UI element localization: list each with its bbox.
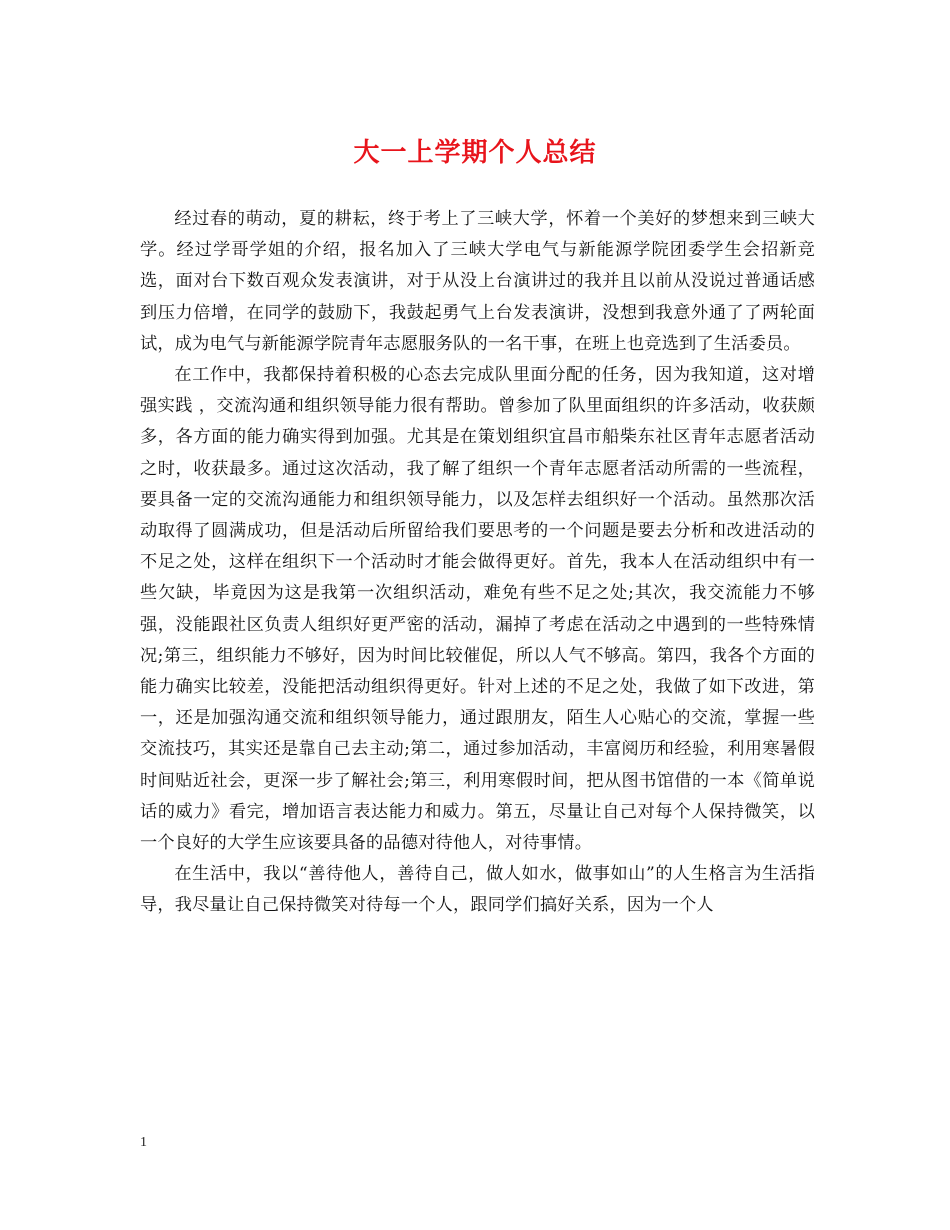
page-number: 1 [140,1135,147,1150]
paragraph-1: 经过春的萌动，夏的耕耘，终于考上了三峡大学，怀着一个美好的梦想来到三峡大学。经过学哥学姐的介绍，报名加入了三峡大学电气与新能源学院团委学生会招新竞选，面对台下数百观众发表演讲，对于从没上台演讲过的我并且以前从没说过普通话感到压力倍增，在同学的鼓励下，我鼓起勇气上台发表演讲，没想到我意外通了了两轮面试，成为电气与新能源学院青年志愿服务队的一名干事，在班上也竞选到了生活委员。 [140,209,815,354]
document-title: 大一上学期个人总结 [353,138,597,168]
document-body [140,204,815,922]
paragraph-3: 在生活中，我以“善待他人，善待自己，做人如水，做事如山”的人生格言为生活指导，我尽量让自己保持微笑对待每一个人，跟同学们搞好关系，因为一个人 [140,864,815,916]
paragraph-2: 在工作中，我都保持着积极的心态去完成队里面分配的任务，因为我知道，这对增强实践 ，交流沟通和组织领导能力很有帮助。曾参加了队里面组织的许多活动，收获颇多，各方面的能力确实得到加强。尤其是在策划组织宜昌市船柴东社区青年志愿者活动之时，收获最多。通过这次活动，我了解了组织一个青年志愿者活动所需的一些流程，要具备一定的交流沟通能力和组织领导能力，以及怎样去组织好一个活动。虽然那次活动取得了圆满成功，但是活动后所留给我们要思考的一个问题是要去分析和改进活动的不足之处，这样在组织下一个活动时才能会做得更好。首先，我本人在活动组织中有一些欠缺，毕竟因为这是我第一次组织活动，难免有些不足之处;其次，我交流能力不够强，没能跟社区负责人组织好更严密的活动，漏掉了考虑在活动之中遇到的一些特殊情况;第三，组织能力不够好，因为时间比较催促，所以人气不够高。第四，我各个方面的能力确实比较差，没能把活动组织得更好。针对上述的不足之处，我做了如下改进，第一，还是加强沟通交流和组织领导能力，通过跟朋友，陌生人心贴心的交流，掌握一些交流技巧，其实还是靠自己去主动;第二，通过参加活动，丰富阅历和经验，利用寒暑假时间贴近社会，更深一步了解社会;第三，利用寒假时间，把从图书馆借的一本《简单说话的威力》看完，增加语言表达能力和威力。第五，尽量让自己对每个人保持微笑，以一个良好的大学生应该要具备的品德对待他人，对待事情。 [140,365,815,854]
